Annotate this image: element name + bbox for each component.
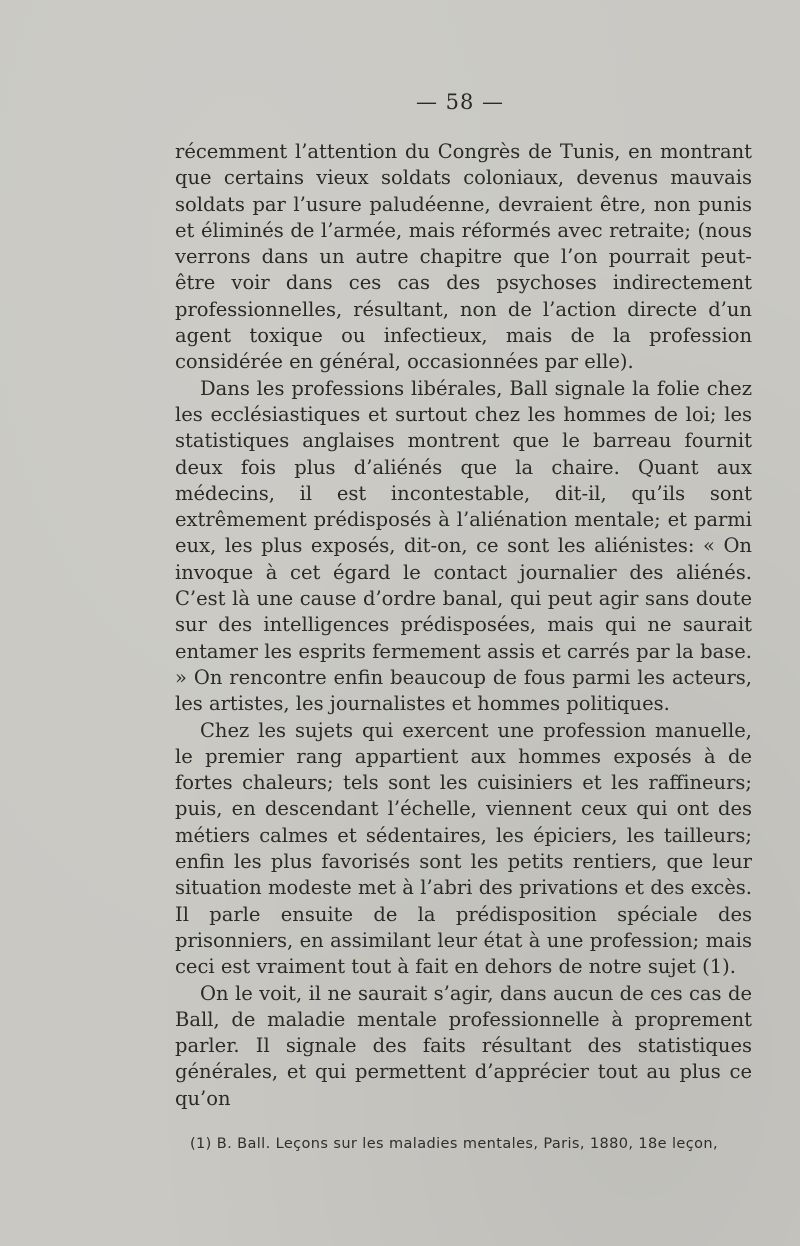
paragraph-2: Dans les professions libérales, Ball signale la folie chez les ecclésiastiques et surtout chez les hommes de loi; les statistiques anglaises montrent que le barreau fournit deux fois plus d’aliénés que la chaire. Quant aux médecins, il est incontestable, dit-il, qu’ils sont extrêmement prédisposés à l’aliénation mentale; et parmi eux, les plus exposés, dit-on, ce sont les aliénistes: « On invoque à cet égard le contact journalier des aliénés. C’est là une cause d’ordre banal, qui peut agir sans doute sur des intelligences prédisposées, mais qui ne saurait entamer les esprits fermement assis et carrés par la base. » On rencontre enfin beaucoup de fous parmi les acteurs, les artistes, les journalistes et hommes politiques. xyxy=(175,376,752,716)
paragraph-4: On le voit, il ne saurait s’agir, dans aucun de ces cas de Ball, de maladie mentale professionnelle à proprement parler. Il signale des faits résultant des statistiques générales, et qui permettent d’apprécier tout au plus ce qu’on xyxy=(175,981,752,1110)
footnote: (1) B. Ball. Leçons sur les maladies mentales, Paris, 1880, 18e leçon, xyxy=(190,1136,718,1152)
paragraph-1: récemment l’attention du Congrès de Tunis, en montrant que certains vieux soldats coloniaux, devenus mauvais soldats par l’usure paludéenne, devraient être, non punis et éliminés de l’armée, mais réformés avec retraite; (nous verrons dans un autre chapitre que l’on pourrait peut-être voir dans ces cas des psychoses indirectement professionnelles, résultant, non de l’action directe d’un agent toxique ou infectieux, mais de la profession considérée en général, occasionnées par elle). xyxy=(175,140,752,374)
page-number: — 58 — xyxy=(415,90,505,114)
paragraph-3: Chez les sujets qui exercent une profession manuelle, le premier rang appartient aux hommes exposés à de fortes chaleurs; tels sont les cuisiniers et les raffineurs; puis, en descendant l’échelle, viennent ceux qui ont des métiers calmes et sédentaires, les épiciers, les tailleurs; enfin les plus favorisés sont les petits rentiers, que leur situation modeste met à l’abri des privations et des excès. Il parle ensuite de la prédisposition spéciale des prisonniers, en assimilant leur état à une profession; mais ceci est vraiment tout à fait en dehors de notre sujet (1). xyxy=(175,718,752,979)
body-text xyxy=(175,139,752,1112)
